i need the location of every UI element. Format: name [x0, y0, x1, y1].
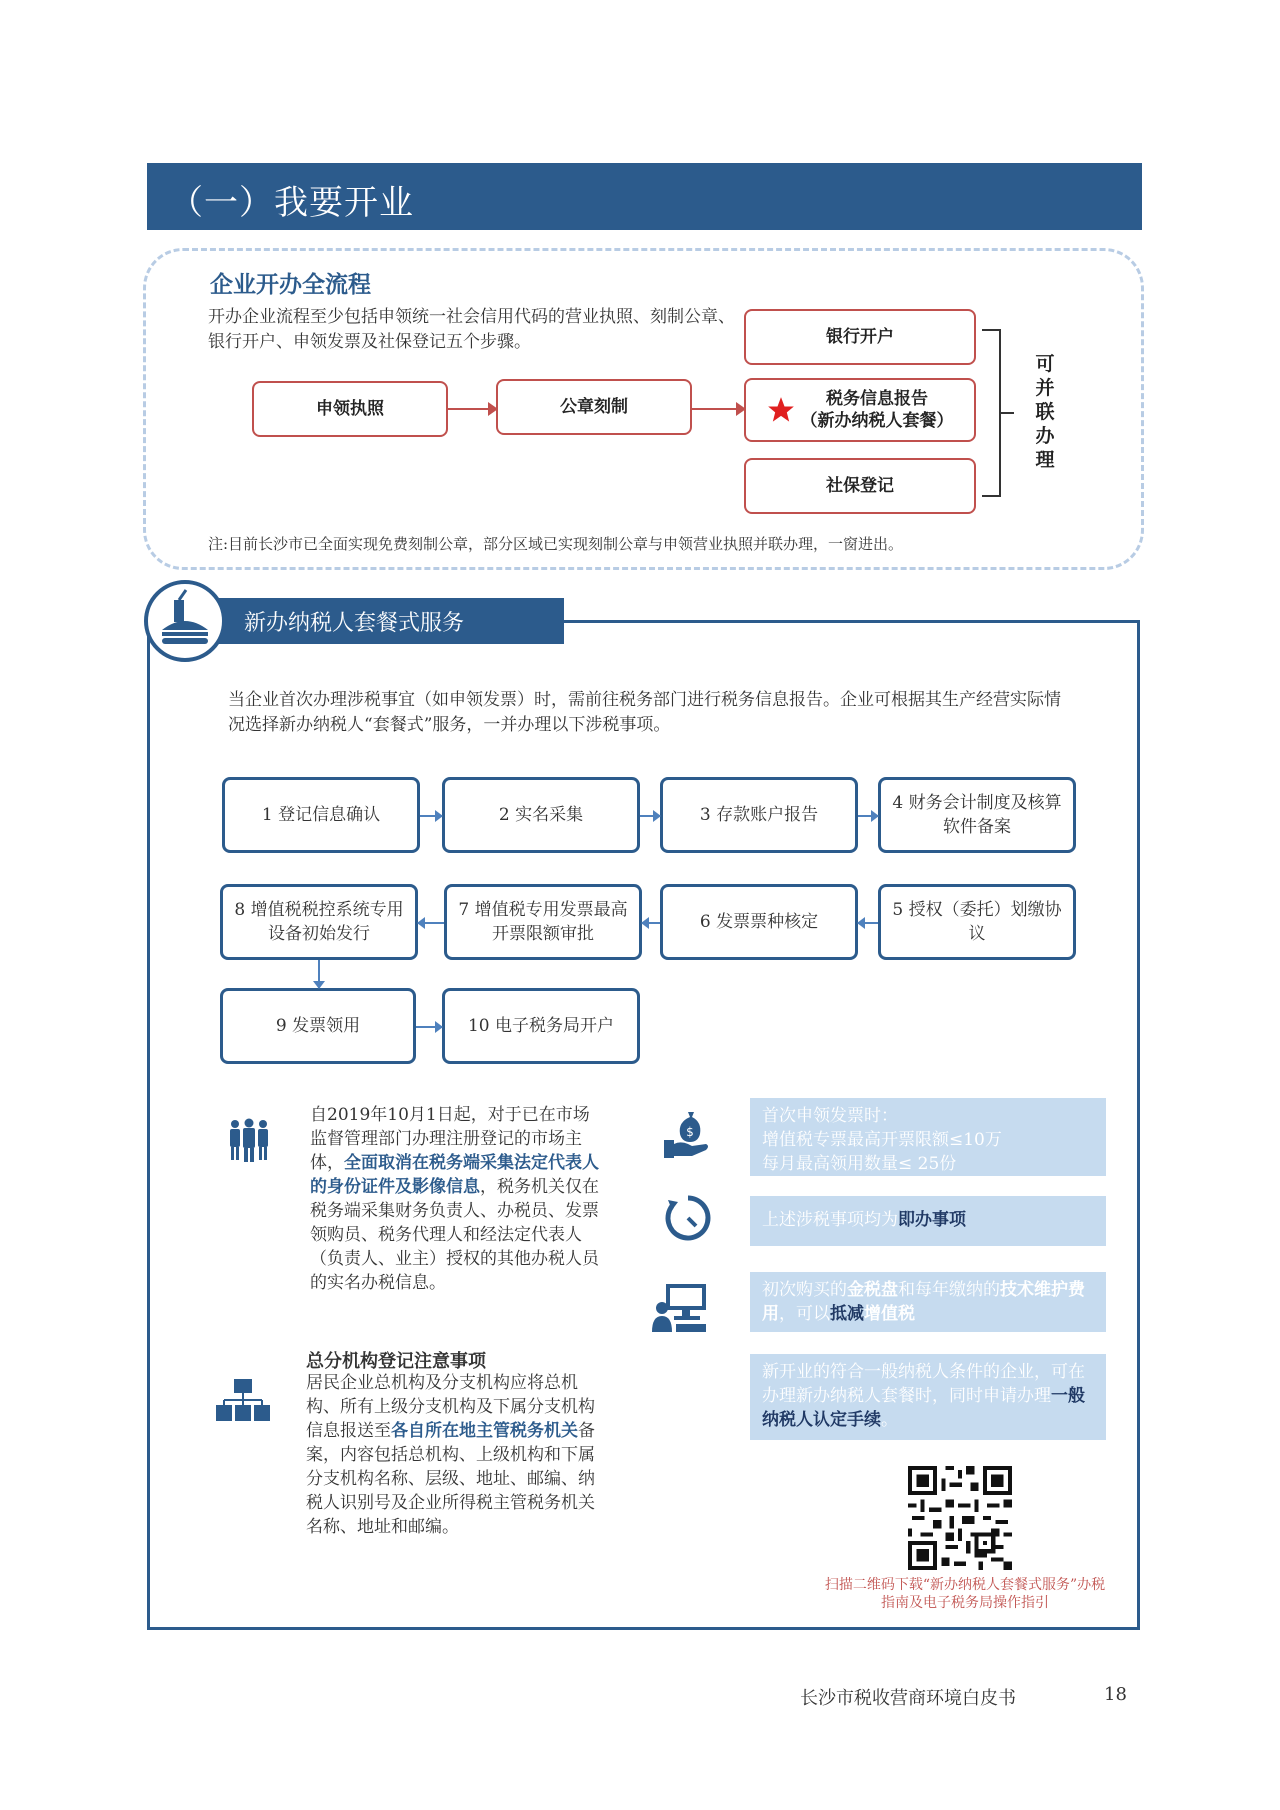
qr-caption: 扫描二维码下载“新办纳税人套餐式服务”办税指南及电子税务局操作指引 [824, 1577, 1106, 1611]
service-step-6: 6 发票票种核定 [660, 884, 858, 960]
connector-7-8 [418, 922, 444, 924]
info-box-instant [750, 1196, 1106, 1246]
step-bank-label: 银行开户 [826, 327, 894, 347]
joint-label: 可并联办理 [1035, 353, 1055, 471]
step-tax-line2: （新办纳税人套餐） [800, 411, 954, 431]
step-seal [496, 379, 692, 435]
flow-note: 注:目前长沙市已全面实现免费刻制公章，部分区域已实现刻制公章与申领营业执照并联办理，一窗进出。 [208, 535, 904, 553]
branch-text-a: 居民企业总机构及分支机构应将总机构、所有上级分支机构及下属分支机构信息报送至 [306, 1373, 595, 1441]
flow-intro: 开办企业流程至少包括申领统一社会信用代码的营业执照、刻制公章、银行开户、申领发票及社保登记五个步骤。 [208, 307, 735, 352]
info-box-invoice-line2: 增值税专票最高开票限额≤10万 [762, 1130, 1002, 1150]
info-box-deduction-highlight: 抵减 [830, 1304, 864, 1324]
realname-paragraph [310, 1103, 600, 1295]
step-seal-label: 公章刻制 [560, 397, 628, 417]
info-box-invoice-line1: 首次申领发票时： [762, 1106, 898, 1126]
org-chart-icon [216, 1378, 270, 1424]
info-box-invoice [750, 1098, 1106, 1176]
star-icon [767, 396, 795, 424]
svg-text:$: $ [686, 1125, 694, 1139]
joint-bracket [978, 328, 1018, 498]
connector-2-3 [640, 815, 660, 817]
connector-6-7 [642, 922, 660, 924]
step-license [252, 381, 448, 437]
people-icon [226, 1118, 272, 1162]
service-step-5: 5 授权（委托）划缴协议 [878, 884, 1076, 960]
service-title: 新办纳税人套餐式服务 [244, 611, 465, 636]
step-bank [744, 309, 976, 365]
info-box-deduction [750, 1272, 1106, 1332]
info-box-deduction-b: 金税盘 [847, 1280, 898, 1300]
branch-title: 总分机构登记注意事项 [306, 1351, 486, 1372]
clock-icon [664, 1194, 712, 1242]
service-title-bar [212, 598, 564, 644]
service-step-4: 4 财务会计制度及核算软件备案 [878, 777, 1076, 853]
info-box-deduction-f: 增值税 [864, 1304, 915, 1324]
service-step-3: 3 存款账户报告 [660, 777, 858, 853]
step-tax-text [801, 388, 954, 432]
connector-8-9 [318, 960, 320, 988]
info-box-general-a: 新开业的符合一般纳税人条件的企业，可在办理新办纳税人套餐时，同时申请办理 [762, 1362, 1085, 1406]
step-social-label: 社保登记 [826, 476, 894, 496]
arrow-license-seal [448, 408, 496, 410]
food-service-icon [144, 580, 226, 662]
money-hand-icon [662, 1110, 712, 1160]
info-box-instant-text: 上述涉税事项均为 [762, 1210, 898, 1230]
service-step-1: 1 登记信息确认 [222, 777, 420, 853]
flow-title: 企业开办全流程 [210, 271, 371, 298]
realname-text-b: ，税务机关仅在税务端采集财务负责人、办税员、发票领购员、税务代理人和经法定代表人（负责人、业主）授权的其他办税人员的实名办税信息。 [310, 1177, 599, 1293]
info-box-deduction-a: 初次购买的 [762, 1280, 847, 1300]
info-box-general-taxpayer [750, 1354, 1106, 1440]
connector-9-10 [416, 1026, 442, 1028]
service-intro: 当企业首次办理涉税事宜（如申领发票）时，需前往税务部门进行税务信息报告。企业可根据其生产经营实际情况选择新办纳税人“套餐式”服务，一并办理以下涉税事项。 [228, 690, 1061, 735]
branch-text-b: 备案，内容包括总机构、上级机构和下属分支机构名称、层级、地址、邮编、纳税人识别号及企业所得税主管税务机关名称、地址和邮编。 [306, 1421, 595, 1537]
realname-text-a: 自2019年10月1日起，对于已在市场监督管理部门办理注册登记的市场主体， [310, 1105, 590, 1173]
branch-highlight: 各自所在地主管税务机关 [391, 1421, 578, 1441]
info-box-deduction-c: 和每年缴纳的 [898, 1280, 1000, 1300]
service-step-7: 7 增值税专用发票最高开票限额审批 [444, 884, 642, 960]
step-tax-line1: 税务信息报告 [826, 389, 928, 409]
step-tax-report [744, 378, 976, 442]
computer-user-icon [652, 1282, 708, 1334]
connector-5-6 [858, 922, 878, 924]
section-header [147, 163, 1142, 230]
step-license-label: 申领执照 [316, 399, 384, 419]
connector-1-2 [420, 815, 442, 817]
service-step-8: 8 增值税税控系统专用设备初始发行 [220, 884, 418, 960]
info-box-deduction-d: 技术维护费用 [762, 1280, 1085, 1324]
service-step-2: 2 实名采集 [442, 777, 640, 853]
arrow-seal-tax [692, 408, 744, 410]
info-box-instant-highlight: 即办事项 [898, 1210, 966, 1230]
info-box-general-highlight: 一般纳税人认定手续 [762, 1386, 1085, 1430]
step-social [744, 458, 976, 514]
realname-highlight: 全面取消在税务端采集法定代表人的身份证件及影像信息 [310, 1153, 599, 1197]
service-step-9: 9 发票领用 [220, 988, 416, 1064]
qr-code-icon[interactable] [908, 1466, 1012, 1570]
service-step-10: 10 电子税务局开户 [442, 988, 640, 1064]
info-box-deduction-e: ，可以 [779, 1304, 830, 1324]
branch-paragraph [306, 1371, 596, 1539]
page-number: 18 [1104, 1684, 1127, 1705]
section-title: （一）我要开业 [169, 183, 414, 223]
info-box-invoice-line3: 每月最高领用数量≤ 25份 [762, 1154, 957, 1174]
connector-3-4 [858, 815, 878, 817]
info-box-general-b: 。 [881, 1410, 898, 1430]
footer-title: 长沙市税收营商环境白皮书 [800, 1688, 1016, 1709]
